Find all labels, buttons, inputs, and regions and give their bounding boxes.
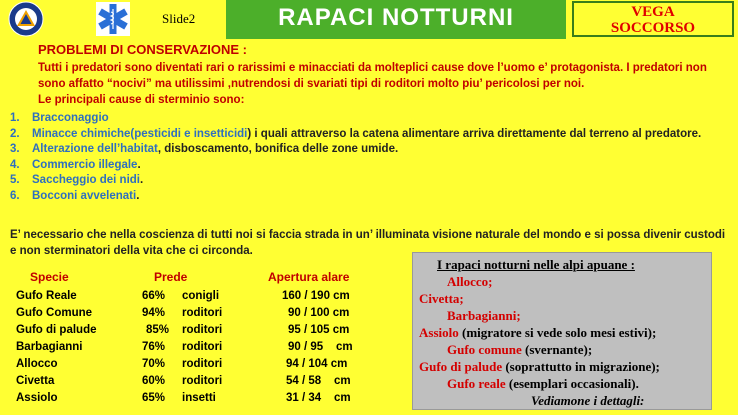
species-name: Assiolo bbox=[419, 325, 459, 340]
species-cell: Civetta bbox=[16, 375, 55, 387]
column-header-wingspan: Apertura alare bbox=[268, 270, 350, 284]
list-number: 4. bbox=[10, 158, 20, 171]
intro-paragraph: Tutti i predatori sono diventati rari o rarissimi e minacciati da molteplici cause dove l’uomo e’ protagonista. I predatori non sono affatto “nocivi” ma utilissimi ,nutrendosi di svariati tipi di roditori molto piu’ pericolosi per noi. bbox=[38, 62, 707, 90]
list-number: 1. bbox=[10, 112, 20, 124]
species-name: Allocco; bbox=[447, 274, 493, 289]
table-row bbox=[0, 341, 400, 357]
cause-highlight: Bocconi avvelenati bbox=[32, 189, 137, 202]
percent-cell: 65% bbox=[142, 392, 166, 404]
table-row bbox=[0, 358, 400, 374]
species-name: Gufo comune bbox=[447, 342, 522, 357]
wingspan-cell: 94 / 104 cm bbox=[286, 358, 348, 370]
table-row bbox=[0, 290, 400, 306]
species-name: Gufo reale bbox=[447, 376, 506, 391]
cause-text: ) i quali attraverso la catena alimentare arriva direttamente dal terreno al predatore. bbox=[247, 127, 702, 140]
species-note: (esemplari occasionali). bbox=[505, 376, 639, 391]
list-item bbox=[419, 324, 656, 341]
percent-cell: 66% bbox=[142, 290, 166, 302]
page-title: RAPACI NOTTURNI bbox=[278, 4, 514, 31]
species-cell: Barbagianni bbox=[16, 341, 83, 353]
section-heading: PROBLEMI DI CONSERVAZIONE : bbox=[38, 42, 247, 57]
species-cell: Assiolo bbox=[16, 392, 58, 404]
list-item bbox=[419, 358, 660, 375]
list-item bbox=[447, 273, 492, 290]
list-item bbox=[10, 142, 730, 158]
table-row bbox=[0, 307, 400, 323]
species-note: (svernante); bbox=[521, 342, 593, 357]
cause-highlight: Commercio illegale bbox=[32, 158, 138, 171]
species-cell: Allocco bbox=[16, 358, 58, 370]
box-title: I rapaci notturni nelle alpi apuane : bbox=[437, 257, 635, 272]
list-item bbox=[10, 173, 730, 189]
cause-highlight: Bracconaggio bbox=[32, 112, 109, 124]
list-item bbox=[419, 290, 464, 307]
civil-protection-logo-icon bbox=[8, 1, 44, 37]
prey-cell: roditori bbox=[182, 341, 223, 353]
list-item bbox=[447, 307, 521, 324]
list-item bbox=[447, 341, 592, 358]
table-row bbox=[0, 392, 400, 408]
list-item bbox=[10, 189, 730, 205]
cause-highlight: Alterazione dell’habitat bbox=[32, 143, 158, 155]
list-item bbox=[10, 158, 730, 174]
org-name-line2: SOCCORSO bbox=[610, 20, 696, 36]
species-cell: Gufo di palude bbox=[16, 324, 97, 336]
apuan-alps-box bbox=[412, 252, 712, 410]
list-number: 5. bbox=[10, 174, 20, 186]
species-name: Civetta; bbox=[419, 291, 464, 306]
table-row bbox=[0, 324, 400, 340]
percent-cell: 70% bbox=[142, 358, 166, 370]
list-item bbox=[10, 111, 730, 127]
wingspan-cell: 54 / 58 cm bbox=[286, 375, 351, 387]
wingspan-cell: 90 / 95 cm bbox=[288, 341, 353, 353]
top-bar bbox=[0, 0, 738, 40]
list-item bbox=[447, 375, 639, 392]
prey-cell: conigli bbox=[182, 290, 220, 302]
percent-cell: 85% bbox=[146, 324, 170, 336]
column-header-prey: Prede bbox=[154, 270, 188, 284]
species-cell: Gufo Comune bbox=[16, 307, 93, 319]
wingspan-cell: 31 / 34 cm bbox=[286, 392, 351, 404]
causes-list bbox=[10, 111, 730, 204]
prey-cell: insetti bbox=[182, 392, 216, 404]
species-note: (migratore si vede solo mesi estivi); bbox=[458, 325, 657, 340]
species-name: Gufo di palude bbox=[419, 359, 503, 374]
species-table bbox=[0, 270, 400, 410]
title-banner bbox=[226, 0, 566, 39]
cause-text: , disboscamento, bonifica delle zone umide. bbox=[157, 143, 399, 155]
cause-highlight: Minacce chimiche(pesticidi e insetticidi bbox=[32, 127, 248, 140]
list-number: 3. bbox=[10, 143, 20, 155]
org-name-line1: VEGA bbox=[631, 4, 675, 20]
list-number: 2. bbox=[10, 127, 20, 140]
species-note: (soprattutto in migrazione); bbox=[502, 359, 660, 374]
species-cell: Gufo Reale bbox=[16, 290, 77, 302]
prey-cell: roditori bbox=[182, 358, 223, 370]
prey-cell: roditori bbox=[182, 307, 223, 319]
prey-cell: roditori bbox=[182, 375, 223, 387]
species-name: Barbagianni; bbox=[447, 308, 521, 323]
cause-text: . bbox=[137, 158, 141, 171]
table-row bbox=[0, 375, 400, 391]
cause-text: . bbox=[136, 189, 140, 202]
wingspan-cell: 95 / 105 cm bbox=[288, 324, 350, 336]
prey-cell: roditori bbox=[182, 324, 223, 336]
wingspan-cell: 160 / 190 cm bbox=[282, 290, 350, 302]
percent-cell: 94% bbox=[142, 307, 166, 319]
box-footer: Vediamone i dettagli: bbox=[531, 393, 645, 408]
column-header-species: Specie bbox=[30, 270, 69, 284]
percent-cell: 76% bbox=[142, 341, 166, 353]
causes-intro: Le principali cause di sterminio sono: bbox=[38, 94, 245, 106]
wingspan-cell: 90 / 100 cm bbox=[288, 307, 350, 319]
cause-highlight: Saccheggio dei nidi bbox=[32, 174, 140, 186]
list-item bbox=[10, 127, 730, 143]
list-number: 6. bbox=[10, 189, 20, 202]
org-badge bbox=[572, 1, 734, 37]
star-of-life-icon bbox=[95, 1, 131, 37]
cause-text: . bbox=[140, 174, 144, 186]
conclusion-paragraph: E’ necessario che nella coscienza di tutti noi si faccia strada in un’ illuminata visione naturale del mondo e si possa divenir custodi e non sterminatori della vita che ci circonda. bbox=[10, 229, 726, 257]
percent-cell: 60% bbox=[142, 375, 166, 387]
slide-number: Slide2 bbox=[162, 11, 196, 26]
